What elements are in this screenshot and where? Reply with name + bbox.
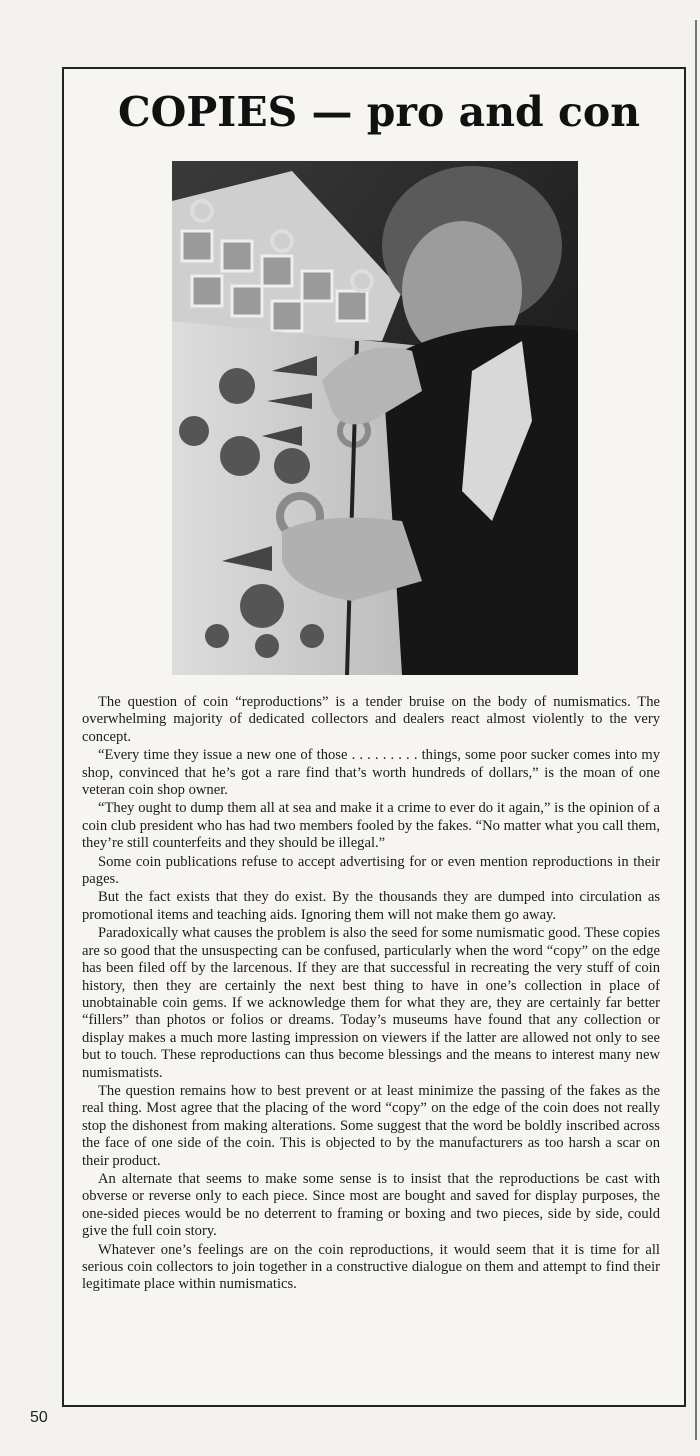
paragraph: “They ought to dump them all at sea and make it a crime to ever do it again,” is the opinion of a coin club president who has had two members fooled by the fakes. “No matter what you call them, they’re still counterfeits and they should be illegal.”: [82, 800, 660, 852]
paragraph: “Every time they issue a new one of those . . . . . . . . . things, some poor sucker comes into my shop, convinced that he’s got a rare find that’s worth hundreds of dollars,” is the moan of one veteran coin shop owner.: [82, 747, 660, 799]
article-body: [82, 694, 660, 1294]
page-edge-rule: [695, 20, 697, 1440]
paragraph: An alternate that seems to make some sense is to insist that the reproductions be cast with obverse or reverse only to each piece. Since most are bought and saved for display purposes, the one-sided pieces would be no deterrent to framing or boxing and two pieces, side by side, could give the full coin story.: [82, 1170, 660, 1240]
article-title: COPIES — pro and con: [118, 88, 641, 136]
page-number: 50: [30, 1409, 48, 1426]
paragraph: Paradoxically what causes the problem is also the seed for some numismatic good. These copies are so good that the unsuspecting can be confused, particularly when the word “copy” on the edge has been filed off by the larcenous. If they are that successful in recreating the very stuff of coin history, then they are certainly the next best thing to have in one’s collection in place of unobtainable coin gems. If we acknowledge them for what they are, they are certainly far better “fillers” than photos or folios or dreams. Today’s museums have found that any collection or display makes a much more lasting impression on viewers if the latter are allowed not only to see but to touch. These reproductions can thus become blessings and the means to interest many new numismatists.: [82, 925, 660, 1081]
paragraph: Some coin publications refuse to accept advertising for or even mention reproductions in their pages.: [82, 853, 660, 888]
photo-coin-collector: [172, 161, 578, 675]
paragraph: The question of coin “reproductions” is a tender bruise on the body of numismatics. The overwhelming majority of dedicated collectors and dealers react almost violently to the very concept.: [82, 694, 660, 745]
paragraph: Whatever one’s feelings are on the coin reproductions, it would seem that it is time for all serious coin collectors to join together in a constructive dialogue on them and attempt to find their legitimate place within numismatics.: [82, 1241, 660, 1293]
paragraph: But the fact exists that they do exist. By the thousands they are dumped into circulation as promotional items and teaching aids. Ignoring them will not make them go away.: [82, 889, 660, 923]
paragraph: The question remains how to best prevent or at least minimize the passing of the fakes as the real thing. Most agree that the placing of the word “copy” on the edge of the coin does not really stop the dishonest from making alterations. Some suggest that the word be boldly inscribed across the face of one side of the coin. This is objected to by the manufacturers as too harsh a scar on their product.: [82, 1082, 660, 1169]
